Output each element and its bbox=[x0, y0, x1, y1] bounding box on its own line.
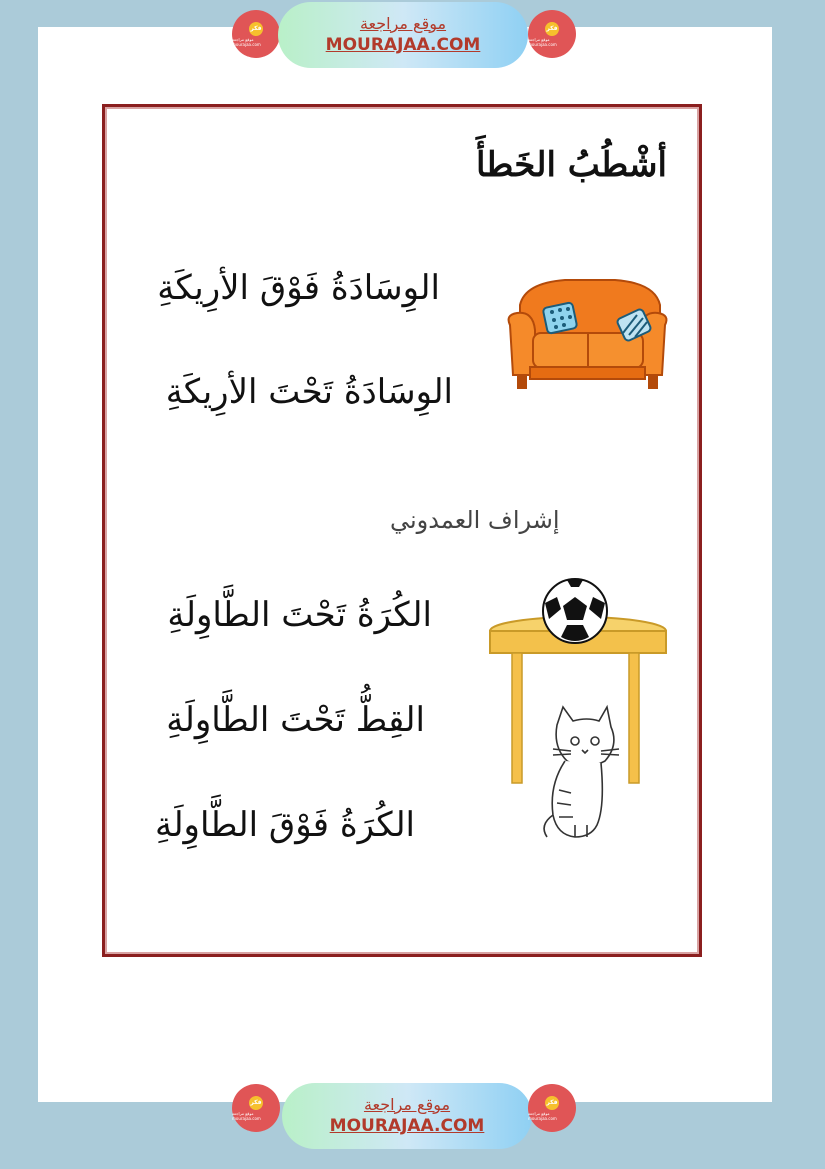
supervisor-credit: إشراف العمدوني bbox=[390, 506, 560, 534]
cat-illustration bbox=[544, 707, 619, 837]
table-sentence-2: القِطُّ تَحْتَ الطَّاوِلَةِ bbox=[166, 700, 425, 740]
badge-label: موقع مراجعة mourajaa.com bbox=[528, 36, 557, 47]
sofa-illustration bbox=[505, 275, 670, 400]
banner-latin-link[interactable]: MOURAJAA.COM bbox=[329, 1116, 485, 1136]
sofa-sentence-1: الوِسَادَةُ فَوْقَ الأرِيكَةِ bbox=[157, 268, 440, 308]
badge-label: موقع مراجعة mourajaa.com bbox=[528, 1110, 557, 1121]
worksheet-title: أشْطُبُ الخَطأَ bbox=[475, 145, 667, 185]
banner-arabic-link[interactable]: موقع مراجعة bbox=[359, 14, 447, 33]
site-badge-left-top[interactable] bbox=[232, 10, 280, 58]
badge-logo-icon: فكر bbox=[545, 22, 559, 36]
badge-label: موقع مراجعة mourajaa.com bbox=[232, 1110, 261, 1121]
site-banner-bottom[interactable] bbox=[282, 1083, 532, 1149]
badge-logo-icon: فكر bbox=[545, 1096, 559, 1110]
table-illustration bbox=[487, 575, 669, 850]
banner-arabic-link[interactable]: موقع مراجعة bbox=[363, 1095, 451, 1114]
sofa-sentence-2: الوِسَادَةُ تَحْتَ الأرِيكَةِ bbox=[165, 372, 453, 412]
table-sentence-3: الكُرَةُ فَوْقَ الطَّاوِلَةِ bbox=[154, 805, 415, 845]
site-banner-top[interactable] bbox=[278, 2, 528, 68]
banner-latin-link[interactable]: MOURAJAA.COM bbox=[325, 35, 481, 55]
site-badge-right-top[interactable] bbox=[528, 10, 576, 58]
ball-illustration bbox=[543, 579, 607, 644]
badge-logo-icon: فكر bbox=[249, 1096, 263, 1110]
site-badge-right-bottom[interactable] bbox=[528, 1084, 576, 1132]
table-sentence-1: الكُرَةُ تَحْتَ الطَّاوِلَةِ bbox=[167, 595, 432, 635]
site-badge-left-bottom[interactable] bbox=[232, 1084, 280, 1132]
badge-logo-icon: فكر bbox=[249, 22, 263, 36]
badge-label: موقع مراجعة mourajaa.com bbox=[232, 36, 261, 47]
